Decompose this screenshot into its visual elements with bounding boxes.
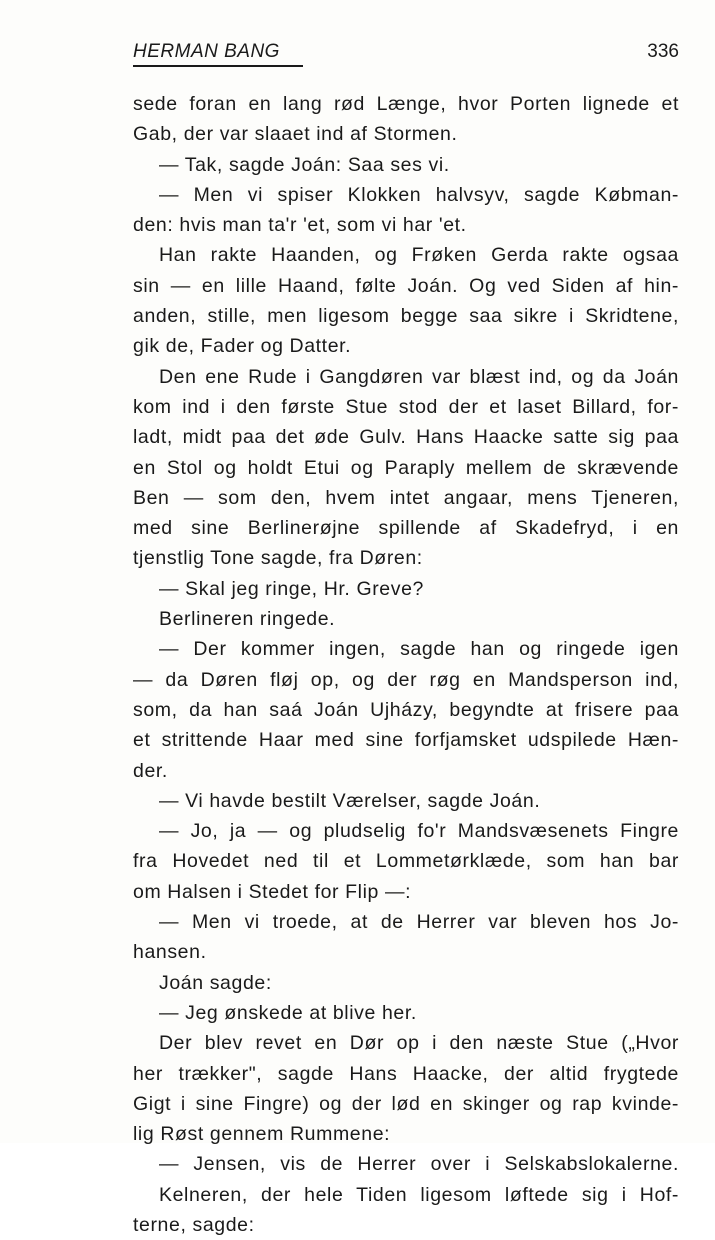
text-line: — Jo, ja — og pludselig fo'r Mandsvæsenets Fingre [159, 820, 679, 843]
text-line: en Stol og holdt Etui og Paraply mellem de skrævende [133, 456, 679, 479]
text-line: sin — en lille Haand, følte Joán. Og ved Siden af hin- [133, 274, 679, 297]
text-line: — Vi havde bestilt Værelser, sagde Joán. [159, 789, 541, 812]
text-line: Gigt i sine Fingre) og der lød en skinger og rap kvinde- [133, 1092, 679, 1115]
text-line: Ben — som den, hvem intet angaar, mens Tjeneren, [133, 486, 679, 509]
text-line: anden, stille, men ligesom begge saa sikre i Skridtene, [133, 305, 679, 328]
text-line: Han rakte Haanden, og Frøken Gerda rakte ogsaa [159, 244, 679, 267]
text-line: Berlineren ringede. [159, 608, 336, 631]
text-line: kom ind i den første Stue stod der et laset Billard, for- [133, 395, 679, 418]
text-line: et strittende Haar med sine forfjamsket udspilede Hæn- [133, 729, 679, 752]
text-line: — Skal jeg ringe, Hr. Greve? [159, 577, 424, 600]
text-line: den: hvis man ta'r 'et, som vi har 'et. [133, 214, 467, 237]
text-line: som, da han saá Joán Ujházy, begyndte at frisere paa [133, 698, 679, 721]
text-line: sede foran en lang rød Længe, hvor Porten lignede et [133, 93, 679, 115]
text-line: Kelneren, der hele Tiden ligesom løftede sig i Hof- [159, 1183, 679, 1206]
text-line: — Jensen, vis de Herrer over i Selskabslokalerne. [159, 1153, 679, 1176]
text-line: Joán sagde: [159, 971, 272, 994]
text-line: — Tak, sagde Joán: Saa ses vi. [159, 153, 450, 176]
text-line: Den ene Rude i Gangdøren var blæst ind, og da Joán [159, 365, 679, 388]
header-rule [133, 65, 303, 67]
text-line: om Halsen i Stedet for Flip —: [133, 880, 412, 903]
text-line: terne, sagde: [133, 1213, 255, 1236]
body-text [133, 89, 679, 1240]
text-line: fra Hovedet ned til et Lommetørklæde, som han bar [133, 850, 679, 873]
running-head [133, 40, 679, 68]
text-line: lig Røst gennem Rummene: [133, 1123, 391, 1146]
text-line: hansen. [133, 941, 207, 964]
text-line: — Men vi troede, at de Herrer var bleven hos Jo- [159, 911, 679, 934]
text-line: — da Døren fløj op, og der røg en Mandsperson ind, [133, 668, 679, 691]
text-line: her trækker", sagde Hans Haacke, der altid frygtede [133, 1062, 679, 1085]
text-line: Gab, der var slaaet ind af Stormen. [133, 123, 458, 146]
text-line: gik de, Fader og Datter. [133, 335, 352, 358]
text-line: der. [133, 759, 168, 782]
text-line: Der blev revet en Dør op i den næste Stue („Hvor [159, 1032, 679, 1055]
text-line: ladt, midt paa det øde Gulv. Hans Haacke satte sig paa [133, 426, 679, 449]
page-number: 336 [647, 41, 679, 62]
author-name: HERMAN BANG [133, 41, 280, 62]
text-line: med sine Berlinerøjne spillende af Skadefryd, i en [133, 517, 679, 540]
text-line: — Men vi spiser Klokken halvsyv, sagde Købman- [159, 183, 679, 206]
text-line: tjenstlig Tone sagde, fra Døren: [133, 547, 423, 570]
text-line: — Jeg ønskede at blive her. [159, 1001, 417, 1024]
text-line: — Der kommer ingen, sagde han og ringede igen [159, 638, 679, 661]
